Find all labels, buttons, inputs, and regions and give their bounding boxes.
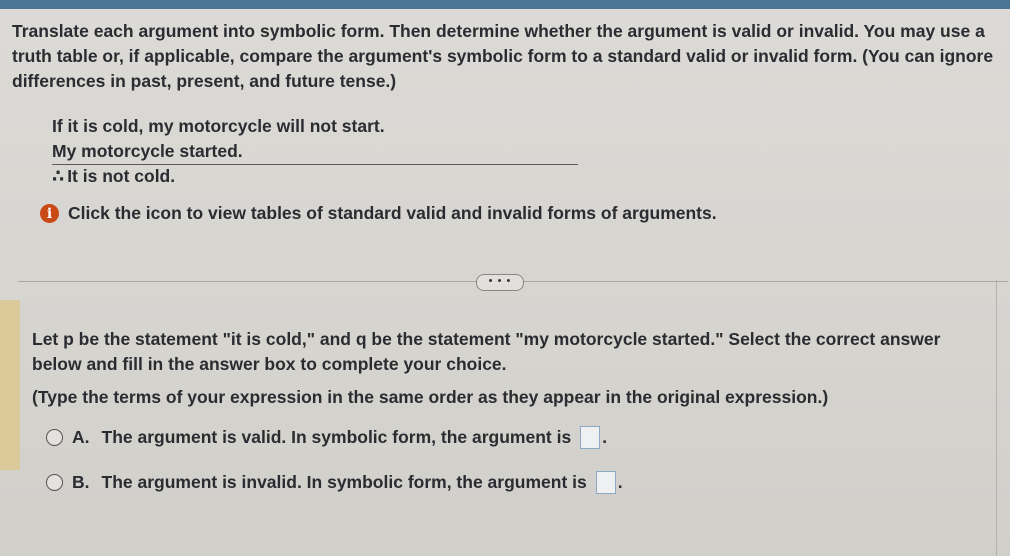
option-a-letter: A. <box>72 427 90 447</box>
radio-option-b[interactable] <box>46 474 63 491</box>
instruction-text: (Type the terms of your expression in the same order as they appear in the original expression.) <box>32 387 829 407</box>
conclusion: It is not cold. <box>67 166 176 186</box>
left-highlight-strip <box>0 300 20 470</box>
info-row <box>40 203 717 224</box>
option-b-letter: B. <box>72 472 90 492</box>
option-b[interactable] <box>46 471 623 494</box>
panel-border <box>996 280 997 556</box>
answer-box-b[interactable] <box>596 471 616 494</box>
option-b-period: . <box>617 472 623 492</box>
premise-1: If it is cold, my motorcycle will not start. <box>52 116 385 136</box>
argument-rule <box>52 164 578 165</box>
option-b-text: The argument is invalid. In symbolic form, the argument is <box>101 472 587 492</box>
premise-2: My motorcycle started. <box>52 141 243 161</box>
therefore-symbol: ∴ <box>52 166 65 186</box>
expand-more-button[interactable]: • • • <box>476 274 524 291</box>
option-a-period: . <box>602 427 608 447</box>
argument-block <box>52 114 385 189</box>
radio-option-a[interactable] <box>46 429 63 446</box>
info-icon[interactable]: i <box>40 204 59 223</box>
option-a-text: The argument is valid. In symbolic form, the argument is <box>101 427 572 447</box>
answer-box-a[interactable] <box>580 426 600 449</box>
conclusion-line <box>52 164 385 189</box>
header-bar <box>0 0 1010 9</box>
problem-instructions: Translate each argument into symbolic form. Then determine whether the argument is valid or invalid. You may use a truth table or, if applicable, compare the argument's symbolic form to a standard valid or invalid form. (You can ignore differences in past, present, and future tense.) <box>12 21 994 91</box>
question-text: Let p be the statement "it is cold," and q be the statement "my motorcycle started." Select the correct answer below and fill in the answer box to complete your choice. <box>32 329 941 374</box>
info-text: Click the icon to view tables of standard valid and invalid forms of arguments. <box>68 203 717 223</box>
option-a[interactable] <box>46 426 607 449</box>
